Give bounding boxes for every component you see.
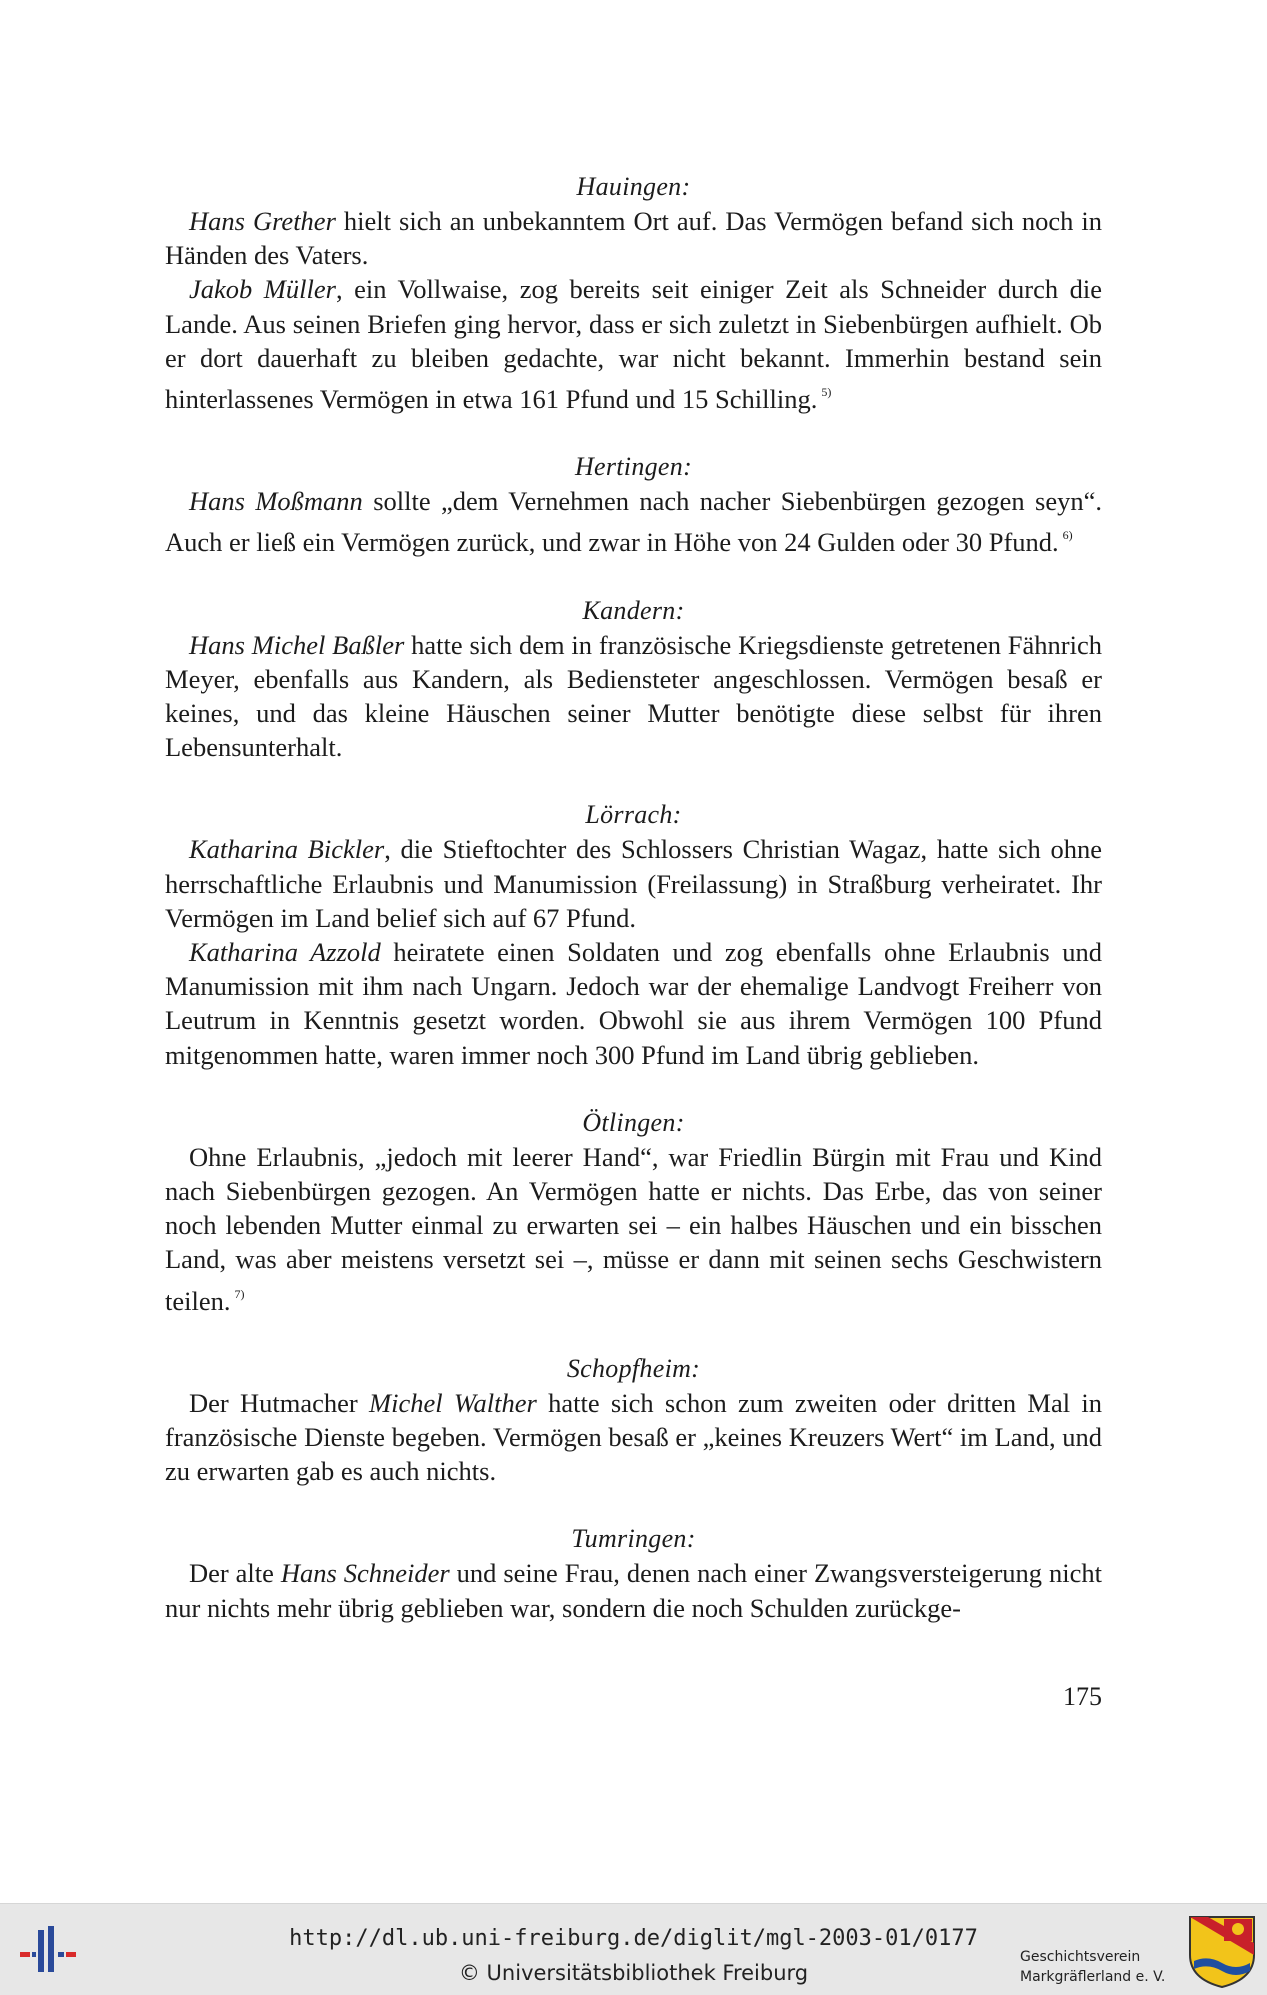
copyright-notice: © Universitätsbibliothek Freiburg: [458, 1961, 809, 1985]
section: [165, 450, 1102, 559]
section-heading: Hauingen:: [576, 172, 691, 201]
person-name: Hans Michel Baßler: [189, 629, 405, 660]
viewer-footer: [0, 1903, 1267, 1995]
footnote-ref: 7): [234, 1286, 245, 1301]
paragraph: [165, 935, 1102, 1072]
section-heading: Ötlingen:: [582, 1107, 685, 1137]
text-run: Ohne Erlaubnis, „jedoch mit leerer Hand“, war Friedlin Bürgin mit Frau und Kind nach Siebenbürgen gezogen. An Vermögen hatte er nichts. Das Erbe, das von seiner noch lebenden Mutter einmal zu erwarten sei – ein halbes Häuschen und ein bisschen Land, was aber meistens versetzt sei –, müsse er dann mit seinen sechs Geschwistern teilen.: [165, 1141, 1102, 1316]
paragraph: [165, 272, 1102, 416]
text-run: sollte „dem Vernehmen nach nacher Siebenbürgen gezogen seyn“. Auch er ließ ein Vermögen zurück, und zwar in Höhe von 24 Gulden oder 30 Pfund.: [165, 486, 1103, 558]
society-name-line: Markgräflerland e. V.: [1020, 1969, 1166, 1985]
paragraph: [165, 1140, 1102, 1318]
section: [165, 1522, 1102, 1624]
person-name: Katharina Bickler: [189, 834, 385, 865]
section-heading: Hertingen:: [574, 452, 693, 482]
society-crest-icon: [1188, 1915, 1256, 1989]
section-heading: Lörrach:: [585, 800, 682, 830]
society-name: [1020, 1947, 1180, 1987]
text-run: hielt sich an unbekanntem Ort auf. Das Vermögen befand sich noch in Händen des Vaters.: [165, 206, 1102, 271]
text-run: Der alte: [189, 1558, 281, 1589]
text-run: , ein Vollwaise, zog bereits seit einiger Zeit als Schneider durch die Lande. Aus seinen Briefen ging hervor, dass er sich zuletzt in Siebenbürgen aufhielt. Ob er dort dauerhaft zu bleiben gedachte, war nicht bekannt. Immerhin bestand sein hinterlassenes Vermögen in etwa 161 Pfund und 15 Schilling.: [165, 274, 1102, 415]
section: [165, 798, 1102, 1071]
section-heading: Kandern:: [582, 595, 685, 625]
paragraph: [165, 832, 1102, 935]
person-name: Katharina Azzold: [189, 937, 381, 968]
text-run: heiratete einen Soldaten und zog ebenfalls ohne Erlaubnis und Manumission mit ihm nach Ungarn. Jedoch war der ehemalige Landvogt Freiherr von Leutrum in Kenntnis gesetzt worden. Obwohl sie aus ihrem Vermögen 100 Pfund mitgenommen hatte, waren immer noch 300 Pfund im Land übrig geblieben.: [165, 937, 1102, 1070]
text-run: Der Hutmacher: [189, 1387, 370, 1418]
document-url-link[interactable]: http://dl.ub.uni-freiburg.de/diglit/mgl-2003-01/0177: [289, 1926, 978, 1951]
text-run: und seine Frau, denen nach einer Zwangsversteigerung nicht nur nichts mehr übrig geblieben war, sondern die noch Schulden zurückge-: [165, 1558, 1102, 1623]
paragraph: [165, 204, 1102, 272]
footnote-ref: 6): [1062, 528, 1073, 543]
section: [165, 1106, 1102, 1318]
person-name: Michel Walther: [369, 1387, 537, 1418]
footnote-ref: 5): [821, 385, 832, 400]
text-run: hatte sich schon zum zweiten oder dritten Mal in französische Dienste begeben. Vermögen besaß er „keines Kreuzers Wert“ im Land, und zu erwarten gab es auch nichts.: [165, 1387, 1103, 1487]
text-run: hatte sich dem in französische Kriegsdienste getretenen Fähnrich Meyer, ebenfalls aus Kandern, als Bediensteter angeschlossen. Vermögen besaß er keines, und das kleine Häuschen seiner Mutter benötigte diese selbst für ihren Lebensunterhalt.: [165, 629, 1102, 763]
section-heading: Tumringen:: [571, 1524, 696, 1554]
body-text: [165, 170, 1102, 1625]
person-name: Jakob Müller: [189, 274, 336, 305]
paragraph: [165, 484, 1102, 559]
society-name-line: Geschichtsverein: [1020, 1949, 1141, 1965]
section: [165, 594, 1102, 765]
text-run: , die Stieftochter des Schlossers Christian Wagaz, hatte sich ohne herrschaftliche Erlaubnis und Manumission (Freilassung) in Straßburg verheiratet. Ihr Vermögen im Land belief sich auf 67 Pfund.: [165, 834, 1102, 933]
paragraph: [165, 1386, 1102, 1489]
person-name: Hans Moßmann: [189, 486, 363, 517]
paragraph: [165, 628, 1102, 765]
paragraph: [165, 1556, 1102, 1624]
person-name: Hans Schneider: [280, 1558, 450, 1589]
section: [165, 1352, 1102, 1489]
section-heading: Schopfheim:: [566, 1353, 701, 1383]
section: [165, 170, 1102, 416]
person-name: Hans Grether: [189, 206, 336, 236]
page-number: 175: [1063, 1682, 1102, 1711]
